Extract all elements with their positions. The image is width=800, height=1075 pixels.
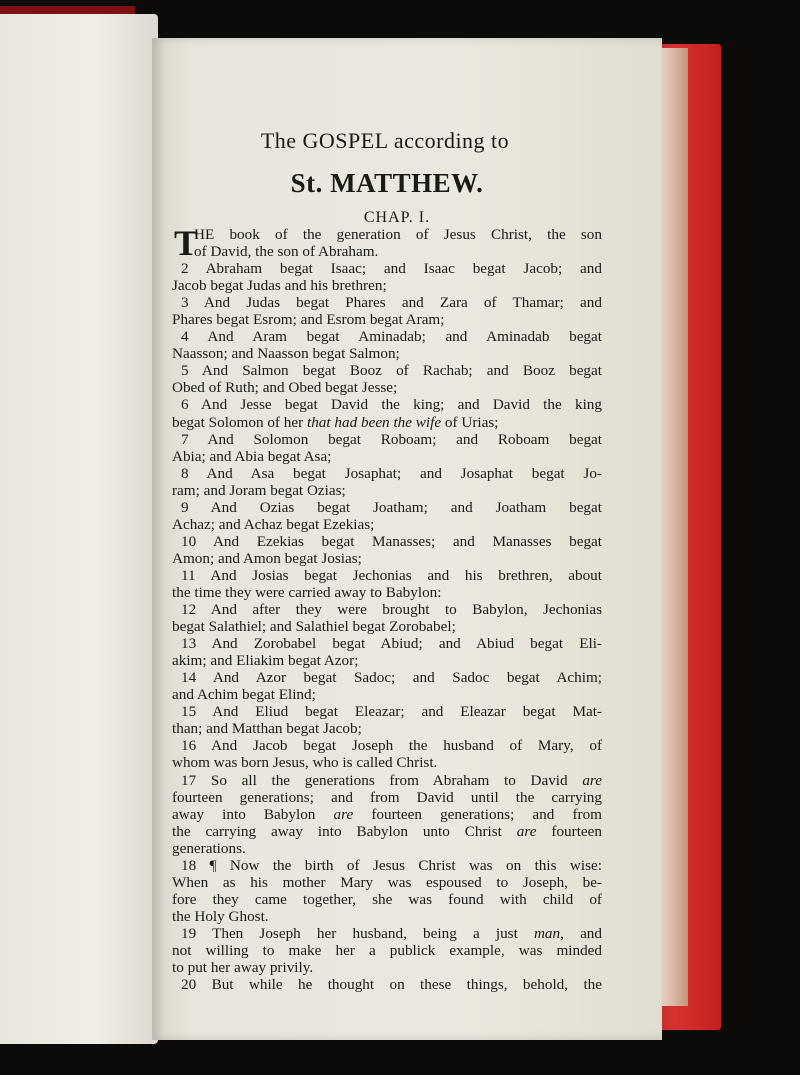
text-line bbox=[172, 584, 602, 601]
text-line bbox=[172, 925, 602, 942]
text-line bbox=[172, 533, 602, 550]
text-line bbox=[172, 379, 602, 396]
line-text: 12 And after they were brought to Babylon, Jechonias bbox=[181, 601, 602, 619]
line-text: 8 And Asa begat Josaphat; and Josaphat begat Jo- bbox=[181, 464, 602, 482]
text-line bbox=[172, 737, 602, 754]
text-line bbox=[172, 243, 602, 260]
line-text: begat Salathiel; and Salathiel begat Zorobabel; bbox=[172, 618, 456, 636]
text-line bbox=[172, 942, 602, 959]
page-edges bbox=[658, 48, 688, 1006]
line-text: Obed of Ruth; and Obed begat Jesse; bbox=[172, 379, 398, 397]
line-text: 11 And Josias begat Jechonias and his brethren, about bbox=[181, 566, 602, 584]
text-line bbox=[172, 652, 602, 669]
text-line bbox=[172, 772, 602, 789]
line-text: 6 And Jesse begat David the king; and David the king bbox=[181, 396, 602, 414]
text-line bbox=[172, 908, 602, 925]
line-text: begat Solomon of her bbox=[172, 413, 307, 431]
line-text: of David, the son of Abraham. bbox=[194, 243, 379, 261]
line-text: 17 So all the generations from Abraham to David bbox=[181, 771, 583, 789]
text-line bbox=[172, 754, 602, 771]
line-text: than; and Matthan begat Jacob; bbox=[172, 720, 362, 738]
text-line bbox=[172, 857, 602, 874]
line-text: and Achim begat Elind; bbox=[172, 686, 316, 704]
left-page bbox=[0, 14, 158, 1044]
text-line bbox=[172, 840, 602, 857]
text-line bbox=[172, 686, 602, 703]
text-line bbox=[172, 550, 602, 567]
text-line bbox=[172, 294, 602, 311]
text-line bbox=[172, 635, 602, 652]
line-text: 14 And Azor begat Sadoc; and Sadoc begat Achim; bbox=[181, 669, 602, 687]
italic-text: are bbox=[333, 805, 354, 823]
line-text: 15 And Eliud begat Eleazar; and Eleazar begat Mat- bbox=[181, 703, 602, 721]
text-line bbox=[172, 789, 602, 806]
text-line bbox=[172, 396, 602, 413]
line-text: not willing to make her a publick example, was minded bbox=[172, 941, 602, 959]
line-text: 19 Then Joseph her husband, being a just bbox=[181, 924, 534, 942]
line-text: away into Babylon bbox=[172, 805, 334, 823]
line-text: Abia; and Abia begat Asa; bbox=[172, 447, 332, 465]
text-line bbox=[172, 431, 602, 448]
text-line bbox=[172, 823, 602, 840]
text-line bbox=[172, 448, 602, 465]
text-line bbox=[172, 703, 602, 720]
line-text: 5 And Salmon begat Booz of Rachab; and Booz begat bbox=[181, 362, 602, 380]
text-line bbox=[172, 482, 602, 499]
line-text: fourteen generations; and from bbox=[353, 805, 603, 823]
italic-text: that had been the wife bbox=[306, 413, 442, 431]
chapter-heading: CHAP. I. bbox=[363, 209, 431, 226]
line-text: the carrying away into Babylon unto Christ bbox=[172, 822, 517, 840]
text-line bbox=[172, 362, 602, 379]
drop-cap: T bbox=[174, 223, 199, 263]
line-text: fourteen bbox=[536, 822, 602, 840]
line-text: When as his mother Mary was espoused to Joseph, be- bbox=[172, 873, 602, 891]
line-text: generations. bbox=[172, 839, 246, 857]
line-text: of Urias; bbox=[441, 413, 499, 431]
text-line bbox=[172, 260, 602, 277]
italic-text: man bbox=[533, 924, 561, 942]
line-text: 16 And Jacob begat Joseph the husband of Mary, of bbox=[181, 737, 602, 755]
line-text: whom was born Jesus, who is called Christ. bbox=[172, 754, 438, 772]
line-text: 9 And Ozias begat Joatham; and Joatham begat bbox=[181, 498, 602, 516]
line-text: 20 But while he thought on these things, behold, the bbox=[181, 976, 602, 994]
text-line bbox=[172, 806, 602, 823]
line-text: 2 Abraham begat Isaac; and Isaac begat Jacob; and bbox=[181, 260, 602, 278]
line-text: fore they came together, she was found with child of bbox=[172, 890, 602, 908]
text-line bbox=[172, 976, 602, 993]
text-line bbox=[172, 465, 602, 482]
line-text: Phares begat Esrom; and Esrom begat Aram; bbox=[172, 311, 445, 329]
line-text: 10 And Ezekias begat Manasses; and Manasses begat bbox=[181, 532, 602, 550]
line-text: 3 And Judas begat Phares and Zara of Thamar; and bbox=[181, 294, 602, 312]
text-line bbox=[172, 567, 602, 584]
line-text: 4 And Aram begat Aminadab; and Aminadab begat bbox=[181, 328, 602, 346]
text-line bbox=[172, 516, 602, 533]
page-text bbox=[172, 128, 602, 993]
line-text: Achaz; and Achaz begat Ezekias; bbox=[172, 515, 375, 533]
line-text: Amon; and Amon begat Josias; bbox=[172, 549, 362, 567]
line-text: the Holy Ghost. bbox=[172, 907, 269, 925]
text-line bbox=[172, 311, 602, 328]
line-text: 18 ¶ Now the birth of Jesus Christ was on this wise: bbox=[181, 856, 602, 874]
text-line bbox=[172, 959, 602, 976]
line-text: akim; and Eliakim begat Azor; bbox=[172, 652, 359, 670]
text-line bbox=[172, 891, 602, 908]
book-title: St. MATTHEW. bbox=[290, 168, 484, 198]
italic-text: are bbox=[516, 822, 537, 840]
verses bbox=[172, 223, 603, 994]
line-text: Naasson; and Naasson begat Salmon; bbox=[172, 345, 400, 363]
line-text: HE book of the generation of Jesus Christ, the son bbox=[194, 226, 602, 243]
text-line bbox=[172, 669, 602, 686]
line-text: , and bbox=[560, 924, 602, 942]
line-text: the time they were carried away to Babylon: bbox=[172, 583, 442, 601]
text-line bbox=[172, 414, 602, 431]
text-line bbox=[172, 499, 602, 516]
line-text: to put her away privily. bbox=[172, 959, 314, 977]
text-line bbox=[172, 618, 602, 635]
line-text: 7 And Solomon begat Roboam; and Roboam begat bbox=[181, 430, 602, 448]
gospel-title: The GOSPEL according to bbox=[260, 128, 510, 153]
text-line bbox=[172, 601, 602, 618]
text-line bbox=[172, 345, 602, 362]
line-text: ram; and Joram begat Ozias; bbox=[172, 481, 346, 499]
line-text: Jacob begat Judas and his brethren; bbox=[172, 277, 387, 295]
line-text: 13 And Zorobabel begat Abiud; and Abiud begat Eli- bbox=[181, 635, 602, 653]
italic-text: are bbox=[582, 771, 602, 789]
line-text: fourteen generations; and from David until the carrying bbox=[172, 788, 602, 806]
text-line bbox=[172, 277, 602, 294]
text-line bbox=[172, 328, 602, 345]
text-line bbox=[172, 720, 602, 737]
text-line bbox=[172, 874, 602, 891]
